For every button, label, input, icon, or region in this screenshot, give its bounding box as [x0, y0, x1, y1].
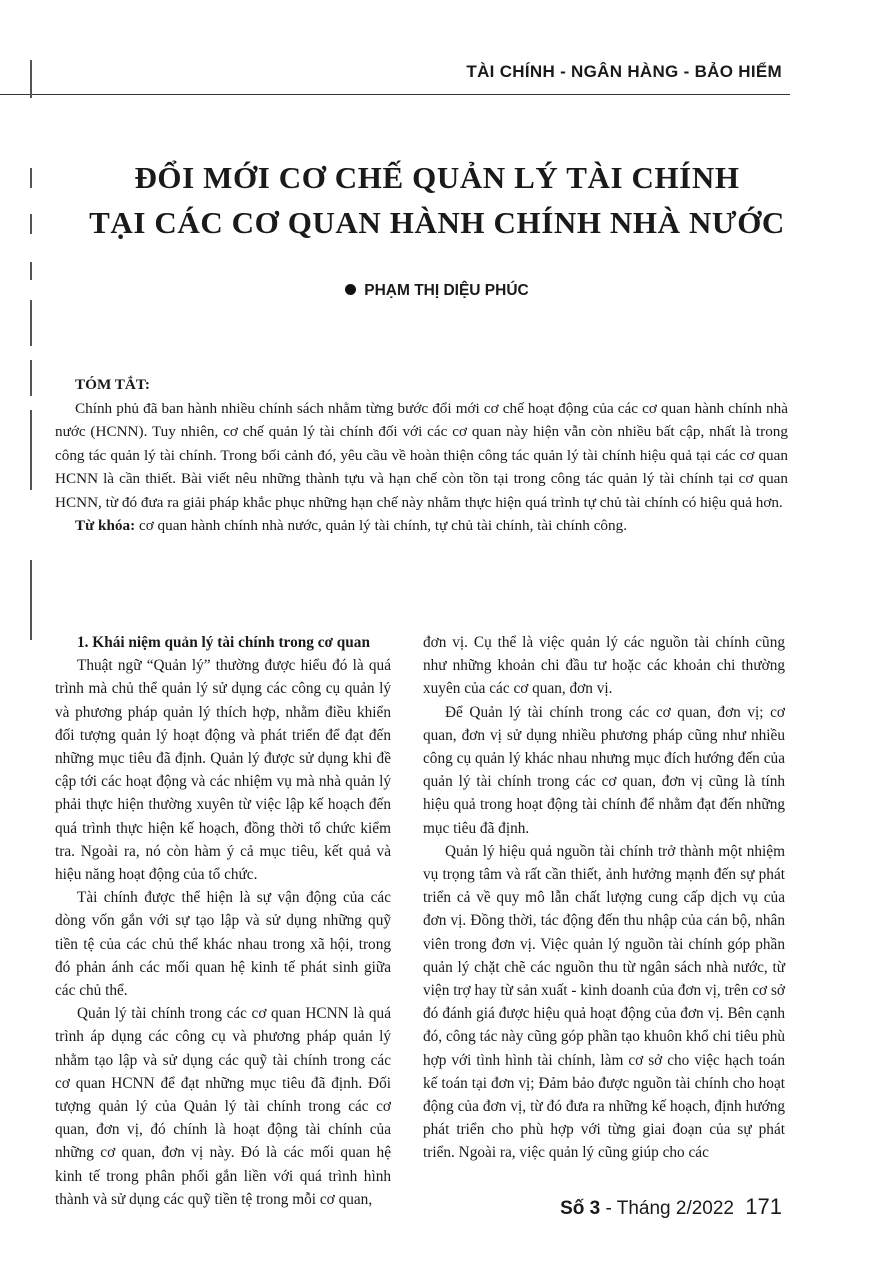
paragraph: Tài chính được thể hiện là sự vận động của các dòng vốn gắn với sự tạo lập và sử dụng những quỹ tiền tệ của các chủ thể khác nhau trong xã hội, trong đó phản ánh các mối quan hệ kinh tế phát sinh giữa các chủ thể.	[55, 889, 391, 1000]
issue-separator: -	[605, 1198, 612, 1219]
page-footer	[560, 1194, 782, 1220]
paragraph: Để Quản lý tài chính trong các cơ quan, đơn vị; cơ quan, đơn vị sử dụng nhiều phương pháp cũng như nhiều công cụ quản lý khác nhau nhưng mục đích hướng đến của quản lý tài chính trong các cơ quan, đơn vị cũng là tính hiệu quả trong hoạt động tài chính để nhằm đạt đến những mục tiêu đã định.	[423, 703, 785, 837]
abstract-body: Chính phủ đã ban hành nhiều chính sách nhằm từng bước đổi mới cơ chế hoạt động của các cơ quan hành chính nhà nước (HCNN). Tuy nhiên, cơ chế quản lý tài chính đối với các cơ quan này hiện vẫn còn nhiều bất cập, nhất là trong công tác quản lý tài chính. Trong bối cảnh đó, yêu cầu về hoàn thiện công tác quản lý tài chính hiệu quả tại các cơ quan HCNN là cần thiết. Bài viết nêu những thành tựu và hạn chế còn tồn tại trong công tác quản lý tài chính tại cơ quan HCNN, từ đó đưa ra giải pháp khắc phục những hạn chế này nhằm thực hiện quá trình tự chủ tài chính có hiệu quả hơn.	[55, 399, 788, 511]
header-rule	[0, 94, 790, 95]
paragraph: Quản lý hiệu quả nguồn tài chính trở thành một nhiệm vụ trọng tâm và rất cần thiết, ảnh hưởng mạnh đến sự phát triển cả về quy mô lẫn chất lượng cung cấp dịch vụ của đơn vị. Đồng thời, tác động đến thu nhập của cán bộ, nhân viên trong đơn vị. Việc quản lý nguồn tài chính góp phần quản lý chặt chẽ các nguồn thu từ ngân sách nhà nước, từ viện trợ hay từ sản xuất - kinh doanh của đơn vị, trên cơ sở đó đánh giá được hiệu quả hoạt động của đơn vị. Bên cạnh đó, công tác này cũng góp phần tạo khuôn khổ chi tiêu phù hợp với tình hình tài chính, làm cơ sở cho việc hạch toán kế toán tại đơn vị; Đảm bảo được nguồn tài chính cho hoạt động của đơn vị, từ đó đưa ra những kế hoạch, định hướng phát triển cho phù hợp với từng giai đoạn của sự phát triển. Ngoài ra, việc quản lý cũng giúp cho các	[423, 842, 785, 1162]
margin-mark	[30, 60, 32, 98]
keywords-text: cơ quan hành chính nhà nước, quản lý tài chính, tự chủ tài chính, tài chính công.	[138, 517, 628, 534]
keywords-label: Từ khóa:	[75, 517, 136, 534]
article-title-line-2: TẠI CÁC CƠ QUAN HÀNH CHÍNH NHÀ NƯỚC	[89, 205, 785, 240]
abstract-heading: TÓM TẮT:	[75, 376, 150, 393]
section-heading: 1. Khái niệm quản lý tài chính trong cơ quan	[77, 634, 370, 651]
author-byline	[0, 282, 874, 300]
paragraph: Thuật ngữ “Quản lý” thường được hiểu đó là quá trình mà chủ thể quản lý sử dụng các công cụ quản lý và phương pháp quản lý thích hợp, nhằm điều khiển đối tượng quản lý hoạt động và phát triển để đạt đến những mục tiêu đã định. Quản lý được sử dụng khi đề cập tới các hoạt động và các nhiệm vụ mà nhà quản lý phải thực hiện thường xuyên từ việc lập kế hoạch đến quá trình thực hiện kế hoạch, đồng thời tổ chức kiểm tra. Ngoài ra, nó còn hàm ý cả mục tiêu, kết quả và hiệu năng hoạt động của tổ chức.	[55, 657, 391, 884]
margin-mark	[30, 560, 32, 640]
margin-mark	[30, 410, 32, 490]
page-number: 171	[745, 1194, 782, 1219]
margin-mark	[30, 300, 32, 346]
column-left	[55, 631, 391, 1211]
paragraph: Quản lý tài chính trong các cơ quan HCNN là quá trình áp dụng các công cụ và phương pháp quản lý nhằm tạo lập và sử dụng các quỹ tài chính trong các cơ quan HCNN để đạt những mục tiêu đã định. Đối tượng quản lý của Quản lý tài chính trong các cơ quan, đơn vị, đó chính là hoạt động tài chính của những cơ quan, đơn vị này. Đó là các mối quan hệ kinh tế trong phân phối gắn liền với quá trình hình thành và sử dụng các quỹ tiền tệ trong mỗi cơ quan,	[55, 1005, 391, 1208]
margin-mark	[30, 360, 32, 396]
bullet-icon	[345, 284, 356, 295]
section-header: TÀI CHÍNH - NGÂN HÀNG - BẢO HIỂM	[466, 62, 782, 81]
paragraph: đơn vị. Cụ thể là việc quản lý các nguồn tài chính cũng như những khoản chi đầu tư hoặc các khoản chi thường xuyên của các cơ quan, đơn vị.	[423, 634, 785, 698]
issue-date: Tháng 2/2022	[616, 1198, 734, 1219]
issue-label: Số 3	[560, 1198, 601, 1219]
column-right	[423, 631, 785, 1165]
margin-mark	[30, 262, 32, 280]
author-name: PHẠM THỊ DIỆU PHÚC	[364, 282, 529, 299]
article-title-line-1: ĐỔI MỚI CƠ CHẾ QUẢN LÝ TÀI CHÍNH	[134, 160, 740, 195]
keywords	[55, 514, 788, 538]
abstract	[55, 373, 788, 538]
